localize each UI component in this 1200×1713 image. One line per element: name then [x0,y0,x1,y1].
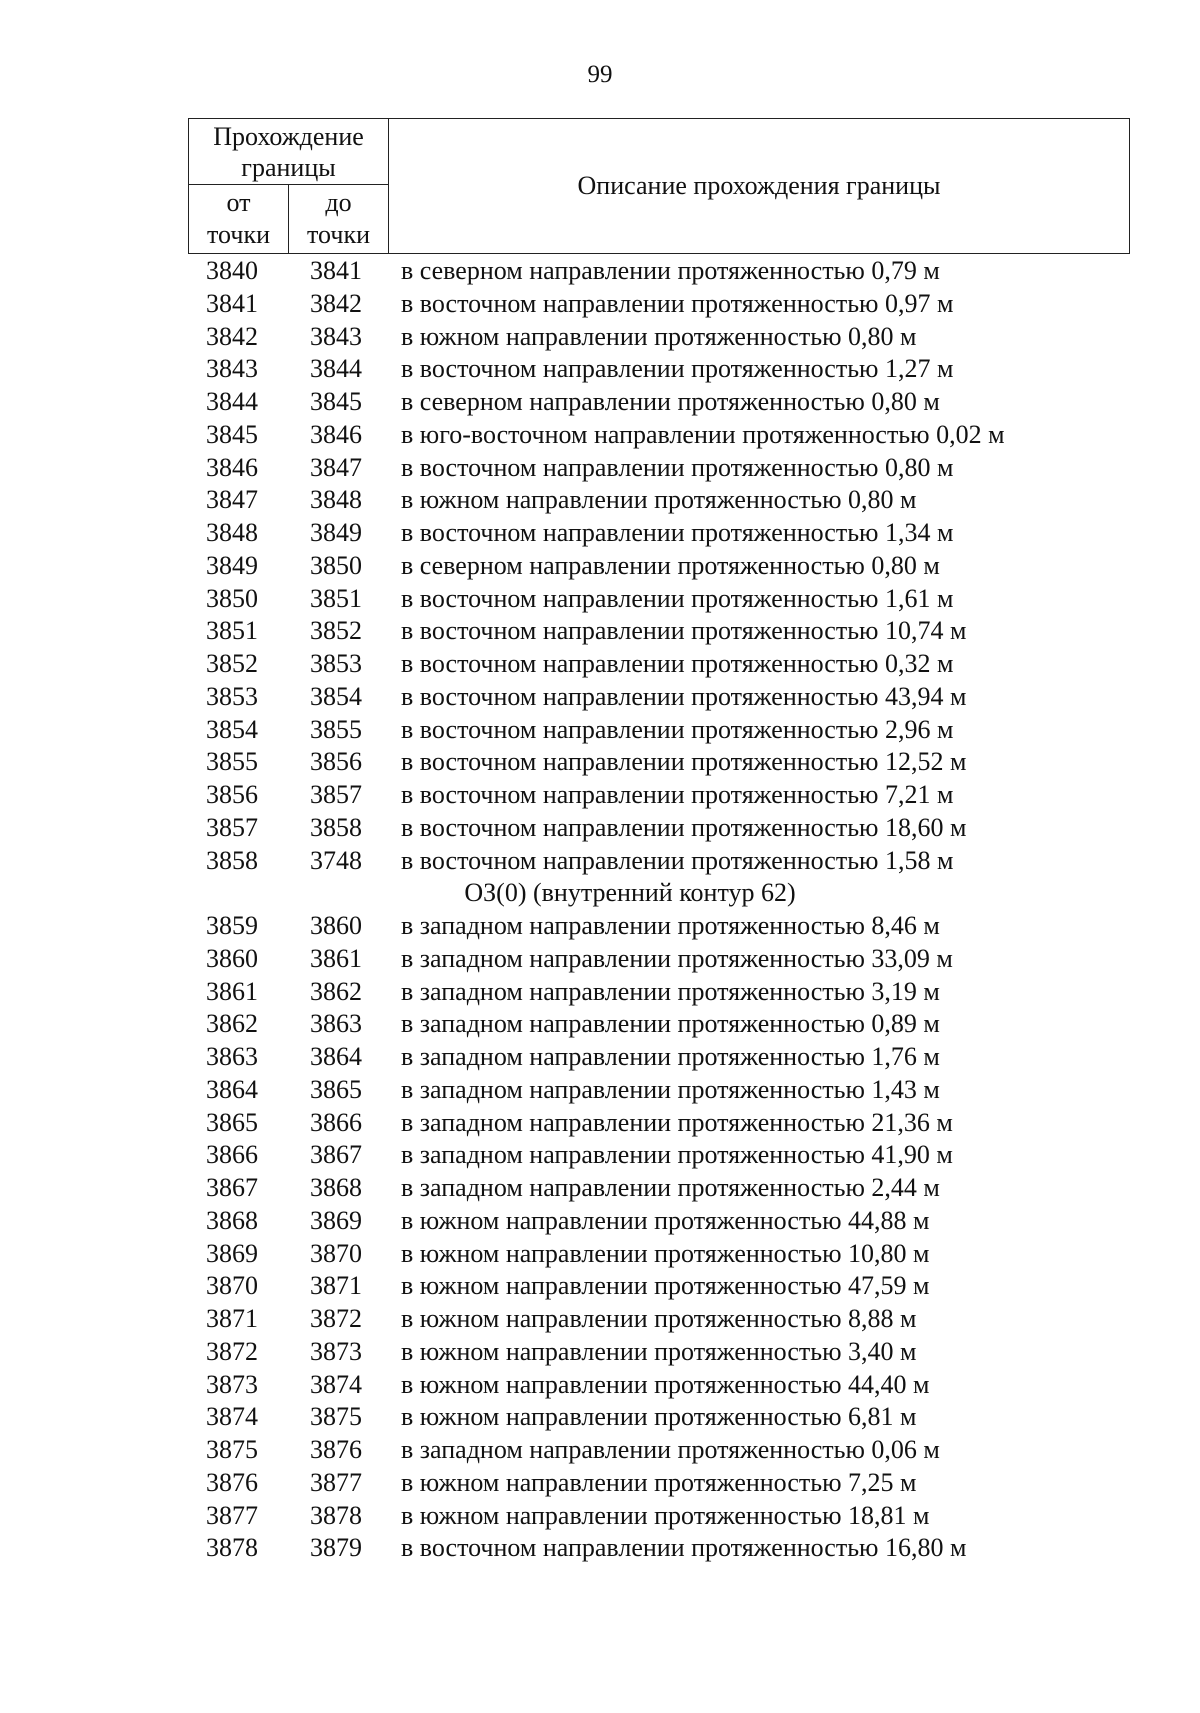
to-point-cell: 3850 [310,550,362,580]
header-to-line2: точки [307,220,370,249]
table-row [0,255,1200,288]
description-cell: в западном направлении протяженностью 1,76 м [401,1042,940,1071]
from-point-cell: 3877 [206,1500,258,1530]
page-number: 99 [587,61,613,88]
description-cell: в восточном направлении протяженностью 1,27 м [401,354,954,384]
to-point-cell: 3879 [310,1533,362,1563]
table-row [0,1467,1200,1500]
from-point-cell: 3847 [206,485,258,515]
description-cell: в западном направлении протяженностью 0,06 м [401,1435,940,1464]
table-row [0,615,1200,648]
to-point-cell: 3852 [310,616,362,646]
table-row [0,812,1200,845]
to-point-cell: 3860 [310,911,362,940]
to-point-cell: 3855 [310,714,362,744]
table-row [0,976,1200,1009]
description-cell: в западном направлении протяженностью 2,44 м [401,1173,940,1202]
to-point-cell: 3847 [310,452,362,482]
from-point-cell: 3856 [206,780,258,809]
to-point-cell: 3861 [310,943,362,973]
table-row [0,746,1200,779]
description-cell: в западном направлении протяженностью 33,09 м [401,943,953,973]
table-row [0,419,1200,452]
description-cell: в западном направлении протяженностью 8,46 м [401,911,940,940]
section-heading-row [0,877,1200,910]
description-cell: в южном направлении протяженностью 44,40 м [401,1369,930,1399]
description-cell: в западном направлении протяженностью 1,43 м [401,1074,940,1104]
description-cell: в южном направлении протяженностью 47,59 м [401,1271,930,1301]
table-row [0,779,1200,812]
description-cell: в восточном направлении протяженностью 1,34 м [401,518,954,547]
to-point-cell: 3857 [310,780,362,809]
to-point-cell: 3844 [310,354,362,384]
from-point-cell: 3863 [206,1042,258,1071]
description-cell: в восточном направлении протяженностью 18,60 м [401,812,967,842]
to-point-cell: 3845 [310,387,362,416]
from-point-cell: 3875 [206,1435,258,1464]
from-point-cell: 3860 [206,943,258,973]
from-point-cell: 3864 [206,1074,258,1104]
table-row [0,1401,1200,1434]
from-point-cell: 3873 [206,1369,258,1399]
description-cell: в восточном направлении протяженностью 2,96 м [401,714,954,744]
description-cell: в юго-восточном направлении протяженностью 0,02 м [401,419,1005,449]
description-cell: в северном направлении протяженностью 0,80 м [401,550,940,580]
from-point-cell: 3865 [206,1107,258,1137]
table-row [0,583,1200,616]
from-point-cell: 3842 [206,321,258,351]
description-cell: в южном направлении протяженностью 10,80 м [401,1238,930,1268]
table-row [0,845,1200,878]
description-cell: в западном направлении протяженностью 21,36 м [401,1107,953,1137]
table-header [188,118,1130,254]
table-row [0,910,1200,943]
description-cell: в восточном направлении протяженностью 16,80 м [401,1533,967,1563]
description-cell: в восточном направлении протяженностью 0,97 м [401,288,954,318]
table-row [0,1041,1200,1074]
from-point-cell: 3878 [206,1533,258,1563]
from-point-cell: 3874 [206,1402,258,1432]
description-cell: в восточном направлении протяженностью 10,74 м [401,616,967,646]
table-row [0,321,1200,354]
from-point-cell: 3872 [206,1336,258,1366]
table-row [0,288,1200,321]
description-cell: в западном направлении протяженностью 41,90 м [401,1140,953,1170]
table-row [0,550,1200,583]
to-point-cell: 3848 [310,485,362,515]
from-point-cell: 3869 [206,1238,258,1268]
description-cell: в западном направлении протяженностью 3,19 м [401,976,940,1006]
from-point-cell: 3852 [206,649,258,678]
from-point-cell: 3840 [206,256,258,285]
from-point-cell: 3846 [206,452,258,482]
to-point-cell: 3748 [310,845,362,875]
to-point-cell: 3867 [310,1140,362,1170]
description-cell: в южном направлении протяженностью 0,80 м [401,485,917,515]
to-point-cell: 3873 [310,1336,362,1366]
to-point-cell: 3871 [310,1271,362,1301]
description-cell: в восточном направлении протяженностью 0,32 м [401,649,954,678]
from-point-cell: 3850 [206,583,258,613]
description-cell: в восточном направлении протяженностью 1,58 м [401,845,954,875]
to-point-cell: 3876 [310,1435,362,1464]
table-row [0,452,1200,485]
table-row [0,1139,1200,1172]
description-cell: в южном направлении протяженностью 18,81 м [401,1500,930,1530]
table-row [0,1172,1200,1205]
table-row [0,1369,1200,1402]
table-row [0,517,1200,550]
description-cell: в южном направлении протяженностью 44,88 м [401,1205,930,1235]
table-row [0,714,1200,747]
table-row [0,1008,1200,1041]
to-point-cell: 3841 [310,256,362,285]
description-cell: в восточном направлении протяженностью 0,80 м [401,452,954,482]
to-point-cell: 3870 [310,1238,362,1268]
from-point-cell: 3843 [206,354,258,384]
to-point-cell: 3843 [310,321,362,351]
to-point-cell: 3842 [310,288,362,318]
table-row [0,1336,1200,1369]
to-point-cell: 3862 [310,976,362,1006]
table-row [0,1074,1200,1107]
header-boundary-passage-line1: Прохождение [213,122,364,151]
to-point-cell: 3874 [310,1369,362,1399]
table-row [0,1205,1200,1238]
description-cell: в южном направлении протяженностью 0,80 м [401,321,917,351]
header-to-line1: до [325,188,352,217]
table-row [0,681,1200,714]
from-point-cell: 3848 [206,518,258,547]
from-point-cell: 3868 [206,1205,258,1235]
to-point-cell: 3875 [310,1402,362,1432]
header-from-point [189,185,289,254]
to-point-cell: 3872 [310,1304,362,1333]
table-row [0,1107,1200,1140]
from-point-cell: 3855 [206,747,258,777]
header-from-line2: точки [207,220,270,249]
description-cell: в южном направлении протяженностью 6,81 м [401,1402,917,1432]
from-point-cell: 3857 [206,812,258,842]
table-row [0,1434,1200,1467]
to-point-cell: 3877 [310,1467,362,1497]
from-point-cell: 3867 [206,1173,258,1202]
from-point-cell: 3858 [206,845,258,875]
from-point-cell: 3851 [206,616,258,646]
table-row [0,353,1200,386]
from-point-cell: 3862 [206,1009,258,1039]
table-row [0,1238,1200,1271]
table-body [0,255,1200,1565]
header-to-point [289,185,389,254]
to-point-cell: 3865 [310,1074,362,1104]
from-point-cell: 3841 [206,288,258,318]
from-point-cell: 3849 [206,550,258,580]
from-point-cell: 3845 [206,419,258,449]
to-point-cell: 3863 [310,1009,362,1039]
from-point-cell: 3861 [206,976,258,1006]
table-row [0,1270,1200,1303]
description-cell: в восточном направлении протяженностью 43,94 м [401,681,967,711]
header-boundary-passage-line2: границы [241,153,336,182]
to-point-cell: 3846 [310,419,362,449]
to-point-cell: 3864 [310,1042,362,1071]
to-point-cell: 3853 [310,649,362,678]
table-row [0,1532,1200,1565]
header-description: Описание прохождения границы [577,171,941,200]
from-point-cell: 3876 [206,1467,258,1497]
section-heading-text: ОЗ(0) (внутренний контур 62) [464,878,796,908]
to-point-cell: 3868 [310,1173,362,1202]
description-cell: в восточном направлении протяженностью 7,21 м [401,780,954,809]
to-point-cell: 3849 [310,518,362,547]
from-point-cell: 3853 [206,681,258,711]
from-point-cell: 3866 [206,1140,258,1170]
to-point-cell: 3856 [310,747,362,777]
to-point-cell: 3878 [310,1500,362,1530]
description-cell: в восточном направлении протяженностью 12,52 м [401,747,967,777]
table-row [0,1303,1200,1336]
from-point-cell: 3854 [206,714,258,744]
header-from-line1: от [226,188,251,217]
table-row [0,386,1200,419]
table-row [0,484,1200,517]
table-row [0,1500,1200,1533]
description-cell: в южном направлении протяженностью 8,88 м [401,1304,917,1333]
description-cell: в южном направлении протяженностью 3,40 м [401,1336,917,1366]
description-cell: в северном направлении протяженностью 0,80 м [401,387,940,416]
description-cell: в западном направлении протяженностью 0,89 м [401,1009,940,1039]
to-point-cell: 3866 [310,1107,362,1137]
table-row [0,648,1200,681]
to-point-cell: 3858 [310,812,362,842]
to-point-cell: 3854 [310,681,362,711]
description-cell: в северном направлении протяженностью 0,79 м [401,256,940,285]
to-point-cell: 3869 [310,1205,362,1235]
to-point-cell: 3851 [310,583,362,613]
from-point-cell: 3844 [206,387,258,416]
from-point-cell: 3859 [206,911,258,940]
header-boundary-passage [189,119,389,185]
from-point-cell: 3870 [206,1271,258,1301]
from-point-cell: 3871 [206,1304,258,1333]
description-cell: в южном направлении протяженностью 7,25 м [401,1467,917,1497]
description-cell: в восточном направлении протяженностью 1,61 м [401,583,954,613]
table-row [0,943,1200,976]
